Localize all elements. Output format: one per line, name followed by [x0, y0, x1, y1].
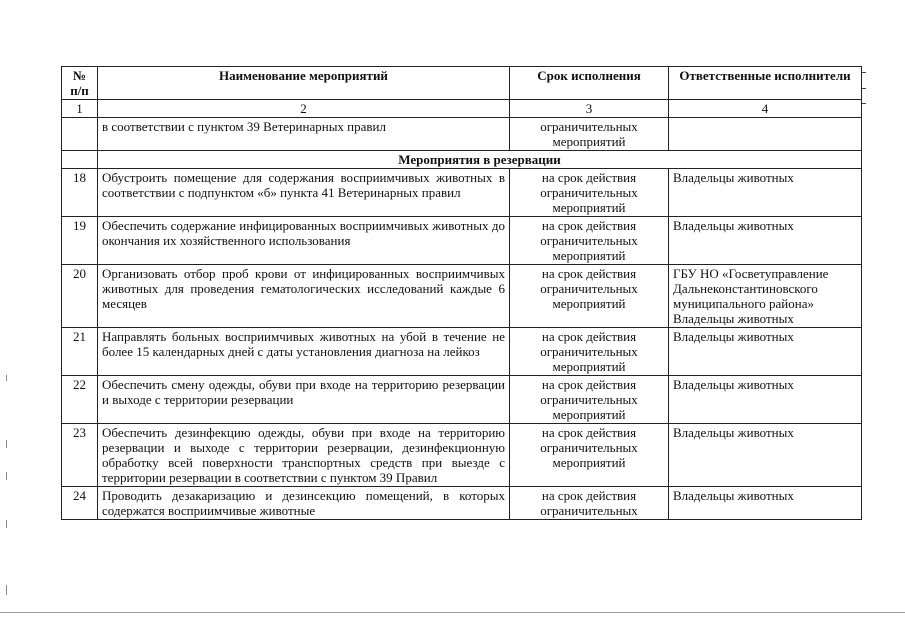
- row-num: 23: [62, 424, 98, 487]
- continuation-num: [62, 118, 98, 151]
- row-measure: Обеспечить смену одежды, обуви при входе на территорию резервации и выходе с территории резервации: [98, 376, 510, 424]
- row-responsible: Владельцы животных: [669, 328, 862, 376]
- column-number-1: 1: [62, 100, 98, 118]
- row-measure: Проводить дезакаризацию и дезинсекцию помещений, в которых содержатся восприимчивые животные: [98, 487, 510, 520]
- row-term: на срок действия ограничительных мероприятий: [510, 424, 669, 487]
- continuation-term: ограничительных мероприятий: [510, 118, 669, 151]
- continuation-name: в соответствии с пунктом 39 Ветеринарных правил: [98, 118, 510, 151]
- scan-margin-mark: [862, 88, 866, 89]
- scan-edge-mark: [6, 440, 7, 448]
- section-row: [62, 151, 862, 169]
- row-term: на срок действия ограничительных: [510, 487, 669, 520]
- scan-edge-mark: [6, 375, 7, 381]
- scan-edge-mark: [6, 520, 7, 528]
- continuation-responsible: [669, 118, 862, 151]
- scan-edge-mark: [6, 585, 7, 595]
- scan-margin-mark: [862, 72, 866, 73]
- row-term: на срок действия ограничительных мероприятий: [510, 328, 669, 376]
- column-number-2: 2: [98, 100, 510, 118]
- table-row: [62, 487, 862, 520]
- row-responsible: Владельцы животных: [669, 487, 862, 520]
- header-responsible: Ответственные исполнители: [669, 67, 862, 100]
- row-responsible: Владельцы животных: [669, 217, 862, 265]
- column-number-3: 3: [510, 100, 669, 118]
- header-num: № п/п: [62, 67, 98, 100]
- table-header-row: [62, 67, 862, 100]
- row-responsible: Владельцы животных: [669, 376, 862, 424]
- scan-margin-mark: [862, 103, 866, 104]
- row-term: на срок действия ограничительных мероприятий: [510, 169, 669, 217]
- row-num: 22: [62, 376, 98, 424]
- measures-table: [61, 66, 862, 520]
- scan-bottom-line: [0, 612, 905, 613]
- row-measure: Обеспечить содержание инфицированных восприимчивых животных до окончания их хозяйственного использования: [98, 217, 510, 265]
- section-spacer: [62, 151, 98, 169]
- header-term: Срок исполнения: [510, 67, 669, 100]
- row-num: 24: [62, 487, 98, 520]
- row-num: 20: [62, 265, 98, 328]
- table-row: [62, 424, 862, 487]
- section-title: Мероприятия в резервации: [98, 151, 862, 169]
- column-number-4: 4: [669, 100, 862, 118]
- header-name: Наименование мероприятий: [98, 67, 510, 100]
- continuation-row: [62, 118, 862, 151]
- table-row: [62, 376, 862, 424]
- table-row: [62, 169, 862, 217]
- row-term: на срок действия ограничительных мероприятий: [510, 217, 669, 265]
- row-num: 18: [62, 169, 98, 217]
- row-term: на срок действия ограничительных мероприятий: [510, 265, 669, 328]
- row-responsible: Владельцы животных: [669, 424, 862, 487]
- row-term: на срок действия ограничительных мероприятий: [510, 376, 669, 424]
- row-num: 19: [62, 217, 98, 265]
- row-measure: Обустроить помещение для содержания восприимчивых животных в соответствии с подпунктом «б» пункта 41 Ветеринарных правил: [98, 169, 510, 217]
- row-measure: Обеспечить дезинфекцию одежды, обуви при входе на территорию резервации и выходе с территории резервации, дезинфекционную обработку всей поверхности транспортных средств при выезде с территории резервации в соответствии с пунктом 39 Правил: [98, 424, 510, 487]
- row-measure: Организовать отбор проб крови от инфицированных восприимчивых животных для проведения гематологических исследований каждые 6 месяцев: [98, 265, 510, 328]
- table-row: [62, 328, 862, 376]
- row-responsible: Владельцы животных: [669, 169, 862, 217]
- row-measure: Направлять больных восприимчивых животных на убой в течение не более 15 календарных дней с даты установления диагноза на лейкоз: [98, 328, 510, 376]
- column-number-row: [62, 100, 862, 118]
- table-row: [62, 217, 862, 265]
- row-num: 21: [62, 328, 98, 376]
- row-responsible: ГБУ НО «Госветуправление Дальнеконстантиновского муниципального района» Владельцы животных: [669, 265, 862, 328]
- scan-edge-mark: [6, 472, 7, 480]
- table-row: [62, 265, 862, 328]
